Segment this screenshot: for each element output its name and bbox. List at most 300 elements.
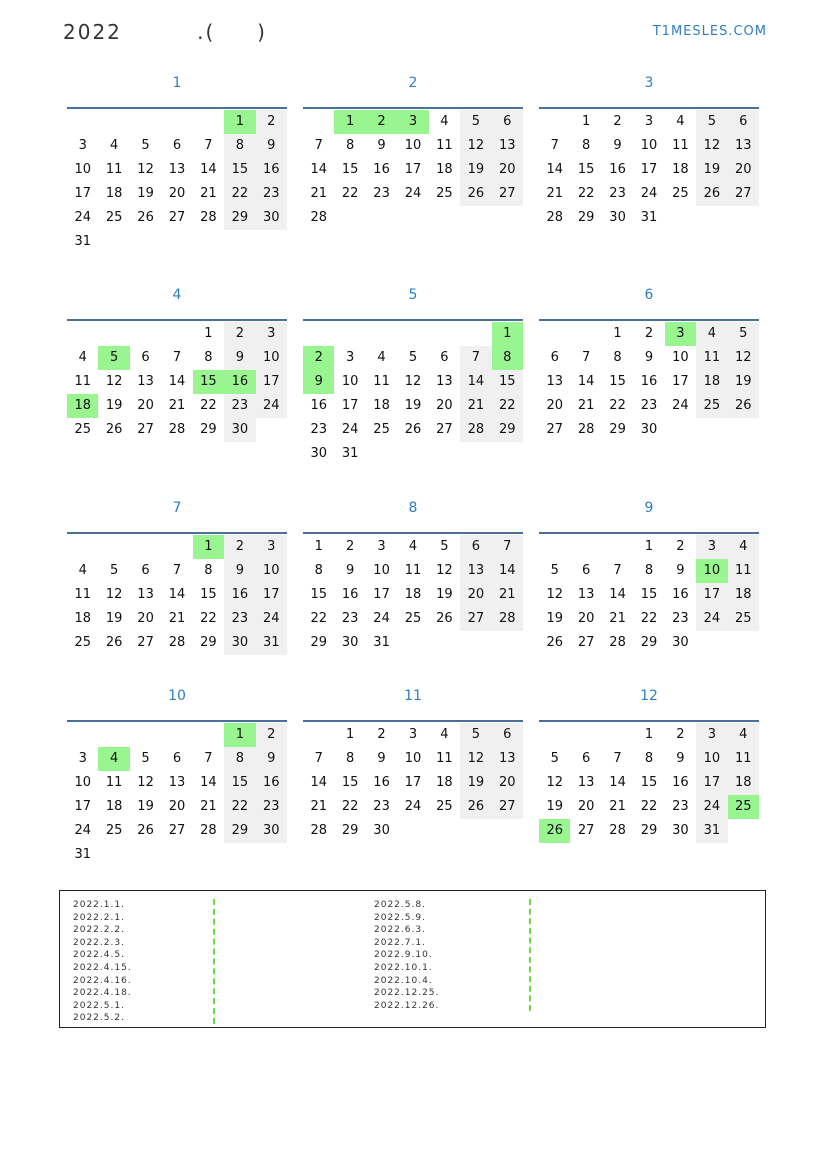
day-cell: 31 xyxy=(640,210,658,225)
day-cell: 30 xyxy=(224,631,255,655)
day-cell: 6 xyxy=(460,535,491,559)
day-cell: 6 xyxy=(728,110,759,134)
month-divider xyxy=(303,107,523,109)
day-cell: 20 xyxy=(137,611,154,626)
day-cell: 26 xyxy=(105,635,123,650)
day-cell: 11 xyxy=(436,751,453,766)
day-cell: 27 xyxy=(137,635,154,650)
day-grid xyxy=(67,110,287,254)
day-cell: 17 xyxy=(696,583,727,607)
day-cell: 23 xyxy=(224,394,255,418)
day-cell: 10 xyxy=(404,138,422,153)
day-cell: 26 xyxy=(137,823,154,838)
month-divider xyxy=(539,319,759,321)
legend-date: 2022.2.2. xyxy=(73,925,125,936)
day-cell: 29 xyxy=(577,210,595,225)
holiday-day-cell: 18 xyxy=(67,394,98,418)
day-cell: 30 xyxy=(341,635,359,650)
day-cell: 11 xyxy=(105,162,123,177)
day-cell: 12 xyxy=(696,134,727,158)
holiday-day-cell: 5 xyxy=(98,346,129,370)
day-cell: 3 xyxy=(408,727,418,742)
day-cell: 17 xyxy=(404,162,422,177)
day-cell: 15 xyxy=(492,370,523,394)
day-cell: 18 xyxy=(696,370,727,394)
day-cell: 14 xyxy=(200,775,217,790)
day-cell: 10 xyxy=(696,747,727,771)
day-cell: 9 xyxy=(644,350,654,365)
day-cell: 16 xyxy=(609,162,626,177)
page-title: 2022 .( ) xyxy=(63,20,267,44)
day-cell: 15 xyxy=(310,587,327,602)
day-cell: 19 xyxy=(460,158,491,182)
day-cell: 5 xyxy=(141,751,150,766)
day-cell: 3 xyxy=(377,539,386,554)
day-cell: 24 xyxy=(404,799,422,814)
day-cell: 20 xyxy=(492,771,523,795)
day-cell: 20 xyxy=(728,158,759,182)
day-cell: 25 xyxy=(74,422,91,437)
day-cell: 6 xyxy=(172,138,182,153)
day-grid xyxy=(303,322,523,466)
holiday-day-cell: 2 xyxy=(303,346,334,370)
day-cell: 9 xyxy=(224,559,255,583)
day-cell: 7 xyxy=(492,535,523,559)
day-cell: 26 xyxy=(696,182,727,206)
month-divider xyxy=(539,720,759,722)
day-cell: 24 xyxy=(696,795,727,819)
day-cell: 30 xyxy=(672,635,689,650)
day-cell: 26 xyxy=(436,611,453,626)
month-divider xyxy=(539,107,759,109)
legend-date: 2022.7.1. xyxy=(374,937,426,948)
day-cell: 5 xyxy=(440,539,449,554)
day-cell: 31 xyxy=(74,234,91,249)
day-cell: 15 xyxy=(341,775,359,790)
day-cell: 21 xyxy=(200,186,217,201)
day-cell: 13 xyxy=(436,374,453,389)
day-cell: 17 xyxy=(74,799,91,814)
day-cell: 23 xyxy=(640,398,658,413)
day-cell: 4 xyxy=(440,114,449,129)
day-cell: 19 xyxy=(460,771,491,795)
day-cell: 9 xyxy=(256,747,287,771)
day-cell: 20 xyxy=(137,398,154,413)
day-cell: 30 xyxy=(672,823,689,838)
legend-date: 2022.10.1. xyxy=(374,962,433,973)
day-cell: 4 xyxy=(696,322,727,346)
day-cell: 13 xyxy=(137,374,154,389)
day-cell: 1 xyxy=(644,539,654,554)
day-cell: 2 xyxy=(644,326,654,341)
day-cell: 7 xyxy=(581,350,591,365)
legend-date: 2022.6.3. xyxy=(374,925,426,936)
day-cell: 18 xyxy=(436,775,453,790)
holiday-day-cell: 1 xyxy=(492,322,523,346)
day-cell: 16 xyxy=(373,775,390,790)
day-cell: 12 xyxy=(546,775,563,790)
day-cell: 6 xyxy=(581,751,591,766)
legend-date: 2022.12.25. xyxy=(374,988,440,999)
holiday-day-cell: 9 xyxy=(303,370,334,394)
day-cell: 8 xyxy=(204,563,213,578)
month-divider xyxy=(67,107,287,109)
day-cell: 4 xyxy=(408,539,418,554)
day-cell: 7 xyxy=(613,563,622,578)
holiday-day-cell: 26 xyxy=(539,819,570,843)
day-cell: 2 xyxy=(256,110,287,134)
day-cell: 27 xyxy=(492,795,523,819)
month-calendar xyxy=(539,498,759,679)
day-cell: 7 xyxy=(204,138,213,153)
day-cell: 4 xyxy=(728,723,759,747)
day-cell: 27 xyxy=(728,182,759,206)
month-calendar xyxy=(303,498,523,679)
day-cell: 21 xyxy=(460,394,491,418)
day-cell: 2 xyxy=(676,727,685,742)
day-cell: 10 xyxy=(373,563,390,578)
day-cell: 30 xyxy=(256,819,287,843)
day-cell: 16 xyxy=(373,162,390,177)
day-cell: 14 xyxy=(609,587,626,602)
day-cell: 2 xyxy=(345,539,355,554)
month-calendar xyxy=(67,285,287,466)
day-cell: 5 xyxy=(408,350,418,365)
day-cell: 7 xyxy=(172,563,182,578)
day-cell: 20 xyxy=(436,398,453,413)
day-cell: 2 xyxy=(613,114,622,129)
month-title: 4 xyxy=(172,287,182,303)
day-cell: 9 xyxy=(676,751,685,766)
legend-left-column xyxy=(73,899,132,1025)
day-cell: 11 xyxy=(373,374,390,389)
day-cell: 11 xyxy=(74,374,91,389)
day-cell: 29 xyxy=(341,823,359,838)
day-cell: 21 xyxy=(168,611,186,626)
day-cell: 13 xyxy=(492,134,523,158)
day-cell: 24 xyxy=(256,607,287,631)
day-cell: 4 xyxy=(377,350,386,365)
day-cell: 4 xyxy=(728,535,759,559)
day-grid xyxy=(67,535,287,679)
day-cell: 28 xyxy=(168,635,186,650)
day-cell: 10 xyxy=(74,162,91,177)
day-cell: 25 xyxy=(436,186,453,201)
legend-date: 2022.5.9. xyxy=(374,912,426,923)
day-cell: 8 xyxy=(345,751,355,766)
month-calendar xyxy=(303,285,523,466)
day-cell: 12 xyxy=(105,374,123,389)
day-cell: 22 xyxy=(609,398,626,413)
day-cell: 26 xyxy=(105,422,123,437)
day-cell: 11 xyxy=(105,775,123,790)
day-cell: 8 xyxy=(224,747,255,771)
month-title: 5 xyxy=(408,287,418,303)
day-cell: 6 xyxy=(141,563,150,578)
day-cell: 22 xyxy=(577,186,595,201)
day-cell: 17 xyxy=(672,374,689,389)
day-cell: 22 xyxy=(200,611,217,626)
day-cell: 27 xyxy=(168,823,186,838)
day-cell: 2 xyxy=(377,727,386,742)
day-cell: 10 xyxy=(672,350,689,365)
day-cell: 31 xyxy=(341,446,359,461)
month-title: 2 xyxy=(408,75,418,91)
day-cell: 29 xyxy=(200,635,217,650)
day-cell: 9 xyxy=(613,138,622,153)
day-cell: 16 xyxy=(672,775,689,790)
month-title: 6 xyxy=(644,287,654,303)
day-cell: 21 xyxy=(310,799,327,814)
month-calendar xyxy=(539,73,759,254)
day-cell: 9 xyxy=(377,138,386,153)
day-cell: 7 xyxy=(204,751,213,766)
day-cell: 14 xyxy=(200,162,217,177)
day-cell: 23 xyxy=(256,182,287,206)
holiday-day-cell: 25 xyxy=(728,795,759,819)
day-cell: 13 xyxy=(577,587,595,602)
day-cell: 6 xyxy=(172,751,182,766)
month-divider xyxy=(303,720,523,722)
day-cell: 27 xyxy=(168,210,186,225)
day-cell: 7 xyxy=(460,346,491,370)
legend-date: 2022.5.8. xyxy=(374,900,426,910)
day-cell: 15 xyxy=(640,587,658,602)
month-divider xyxy=(67,720,287,722)
day-cell: 19 xyxy=(137,186,154,201)
day-cell: 23 xyxy=(310,422,327,437)
day-cell: 22 xyxy=(640,799,658,814)
day-grid xyxy=(303,110,523,254)
day-cell: 29 xyxy=(224,206,255,230)
day-cell: 1 xyxy=(581,114,591,129)
day-cell: 23 xyxy=(373,799,390,814)
day-cell: 28 xyxy=(609,635,626,650)
day-cell: 8 xyxy=(345,138,355,153)
day-cell: 6 xyxy=(581,563,591,578)
day-cell: 29 xyxy=(310,635,327,650)
day-cell: 4 xyxy=(676,114,685,129)
day-cell: 5 xyxy=(141,138,150,153)
legend-date: 2022.9.10. xyxy=(374,950,433,961)
day-cell: 29 xyxy=(200,422,217,437)
day-cell: 14 xyxy=(168,587,186,602)
day-cell: 13 xyxy=(137,587,154,602)
day-cell: 24 xyxy=(696,607,727,631)
day-cell: 14 xyxy=(609,775,626,790)
day-cell: 12 xyxy=(105,587,123,602)
day-cell: 1 xyxy=(345,727,355,742)
day-cell: 28 xyxy=(546,210,563,225)
day-cell: 20 xyxy=(168,186,186,201)
day-cell: 21 xyxy=(609,799,626,814)
day-cell: 5 xyxy=(460,723,491,747)
day-cell: 22 xyxy=(640,611,658,626)
day-cell: 10 xyxy=(640,138,658,153)
day-cell: 15 xyxy=(609,374,626,389)
month-calendar xyxy=(67,686,287,867)
day-grid xyxy=(303,723,523,867)
day-cell: 7 xyxy=(550,138,559,153)
day-cell: 25 xyxy=(404,611,422,626)
day-cell: 25 xyxy=(436,799,453,814)
holiday-day-cell: 3 xyxy=(665,322,696,346)
day-cell: 22 xyxy=(224,795,255,819)
day-cell: 9 xyxy=(345,563,355,578)
day-cell: 20 xyxy=(492,158,523,182)
day-cell: 21 xyxy=(577,398,595,413)
day-cell: 12 xyxy=(404,374,422,389)
day-cell: 30 xyxy=(224,418,255,442)
legend-date: 2022.1.1. xyxy=(73,900,125,910)
day-cell: 29 xyxy=(224,819,255,843)
day-cell: 2 xyxy=(224,535,255,559)
day-cell: 4 xyxy=(109,138,119,153)
month-calendar xyxy=(67,73,287,254)
day-cell: 15 xyxy=(577,162,595,177)
day-cell: 29 xyxy=(640,635,658,650)
day-cell: 18 xyxy=(373,398,390,413)
day-cell: 18 xyxy=(436,162,453,177)
holiday-day-cell: 2 xyxy=(366,110,397,134)
month-calendar xyxy=(67,498,287,679)
day-cell: 10 xyxy=(74,775,91,790)
legend-date: 2022.2.3. xyxy=(73,937,125,948)
day-cell: 19 xyxy=(105,398,123,413)
day-cell: 8 xyxy=(224,134,255,158)
day-cell: 23 xyxy=(256,795,287,819)
day-cell: 27 xyxy=(577,823,595,838)
day-cell: 3 xyxy=(256,322,287,346)
day-cell: 19 xyxy=(696,158,727,182)
day-cell: 12 xyxy=(728,346,759,370)
day-cell: 10 xyxy=(341,374,359,389)
day-cell: 10 xyxy=(404,751,422,766)
day-cell: 23 xyxy=(672,799,689,814)
site-brand-link[interactable]: T1MESLES.COM xyxy=(652,24,767,39)
day-cell: 24 xyxy=(341,422,359,437)
day-cell: 6 xyxy=(492,723,523,747)
day-cell: 5 xyxy=(550,751,559,766)
day-cell: 16 xyxy=(341,587,359,602)
day-cell: 8 xyxy=(204,350,213,365)
day-cell: 28 xyxy=(310,210,327,225)
day-cell: 19 xyxy=(137,799,154,814)
day-cell: 20 xyxy=(168,799,186,814)
day-cell: 25 xyxy=(74,635,91,650)
day-cell: 7 xyxy=(172,350,182,365)
day-cell: 15 xyxy=(224,158,255,182)
day-cell: 31 xyxy=(74,847,91,862)
day-cell: 2 xyxy=(256,723,287,747)
day-cell: 18 xyxy=(728,771,759,795)
day-grid xyxy=(67,322,287,466)
day-cell: 5 xyxy=(109,563,119,578)
day-grid xyxy=(303,535,523,679)
holiday-legend xyxy=(59,890,766,1028)
month-divider xyxy=(67,532,287,534)
day-cell: 22 xyxy=(341,799,359,814)
day-cell: 27 xyxy=(436,422,453,437)
day-cell: 24 xyxy=(74,210,91,225)
day-cell: 18 xyxy=(672,162,689,177)
holiday-day-cell: 8 xyxy=(492,346,523,370)
day-cell: 14 xyxy=(460,370,491,394)
day-cell: 28 xyxy=(492,607,523,631)
day-cell: 22 xyxy=(224,182,255,206)
day-cell: 21 xyxy=(609,611,626,626)
day-cell: 4 xyxy=(440,727,449,742)
day-cell: 15 xyxy=(224,771,255,795)
day-cell: 12 xyxy=(436,563,453,578)
day-cell: 29 xyxy=(640,823,658,838)
day-cell: 2 xyxy=(676,539,685,554)
day-cell: 3 xyxy=(644,114,654,129)
day-cell: 10 xyxy=(256,559,287,583)
day-cell: 13 xyxy=(168,162,186,177)
month-title: 8 xyxy=(408,500,418,516)
month-calendar xyxy=(539,686,759,867)
legend-date: 2022.12.26. xyxy=(374,1000,440,1011)
day-cell: 16 xyxy=(640,374,658,389)
day-cell: 3 xyxy=(345,350,355,365)
day-cell: 25 xyxy=(672,186,689,201)
day-cell: 26 xyxy=(460,182,491,206)
day-cell: 20 xyxy=(577,799,595,814)
day-cell: 13 xyxy=(168,775,186,790)
holiday-day-cell: 10 xyxy=(696,559,727,583)
day-cell: 17 xyxy=(404,775,422,790)
day-cell: 8 xyxy=(581,138,591,153)
day-cell: 26 xyxy=(728,394,759,418)
legend-date: 2022.5.2. xyxy=(73,1013,125,1024)
day-cell: 18 xyxy=(728,583,759,607)
day-grid xyxy=(539,322,759,466)
legend-date: 2022.10.4. xyxy=(374,975,433,986)
day-cell: 19 xyxy=(728,370,759,394)
day-cell: 24 xyxy=(74,823,91,838)
holiday-day-cell: 1 xyxy=(224,110,255,134)
day-cell: 20 xyxy=(460,583,491,607)
day-cell: 25 xyxy=(728,607,759,631)
day-cell: 3 xyxy=(696,723,727,747)
day-cell: 19 xyxy=(105,611,123,626)
day-cell: 17 xyxy=(696,771,727,795)
day-cell: 26 xyxy=(137,210,154,225)
legend-date: 2022.4.5. xyxy=(73,950,125,961)
day-cell: 29 xyxy=(492,418,523,442)
day-cell: 31 xyxy=(373,635,390,650)
day-cell: 5 xyxy=(460,110,491,134)
day-cell: 11 xyxy=(728,747,759,771)
day-cell: 29 xyxy=(609,422,626,437)
day-cell: 22 xyxy=(200,398,217,413)
day-cell: 16 xyxy=(672,587,689,602)
day-cell: 21 xyxy=(168,398,186,413)
day-cell: 15 xyxy=(200,587,217,602)
day-cell: 27 xyxy=(460,607,491,631)
day-cell: 26 xyxy=(546,635,563,650)
day-cell: 9 xyxy=(256,134,287,158)
day-grid xyxy=(539,723,759,867)
day-cell: 13 xyxy=(728,134,759,158)
day-cell: 17 xyxy=(640,162,658,177)
day-cell: 16 xyxy=(256,158,287,182)
day-cell: 28 xyxy=(200,210,217,225)
legend-separator xyxy=(529,899,531,1011)
legend-date: 2022.4.18. xyxy=(73,988,132,999)
month-title: 11 xyxy=(404,688,422,704)
